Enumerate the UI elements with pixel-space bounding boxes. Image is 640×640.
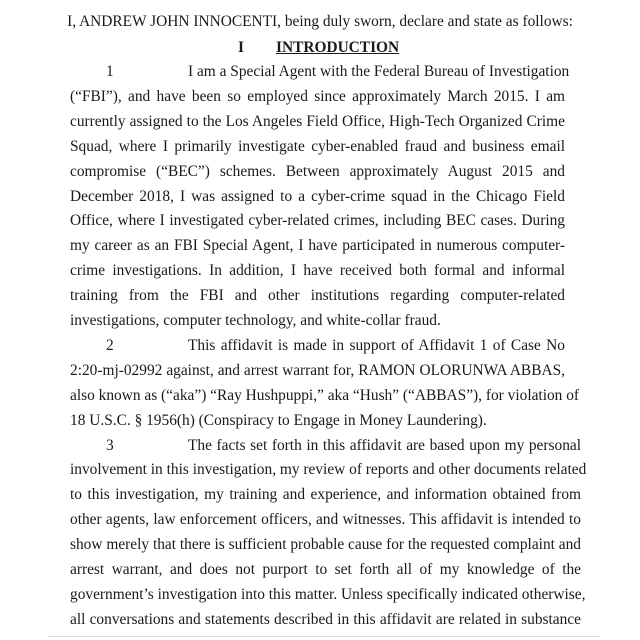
paragraph-number: 1 bbox=[106, 63, 114, 80]
paragraph-line: my career as an FBI Special Agent, I have participated in numerous computer- bbox=[70, 237, 565, 255]
paragraph-lead-line: This affidavit is made in support of Affidavit 1 of Case No bbox=[188, 336, 565, 354]
paragraph-line: all conversations and statements described in this affidavit are related in substance bbox=[70, 610, 581, 628]
paragraph-line: compromise (“BEC”) schemes. Between approximately August 2015 and bbox=[70, 162, 565, 180]
paragraph-line: 2:20-mj-02992 against, and arrest warrant for, RAMON OLORUNWA ABBAS, bbox=[70, 361, 565, 379]
paragraph-number: 3 bbox=[106, 436, 114, 454]
paragraph-line: Office, where I investigated cyber-related crimes, including BEC cases. During bbox=[70, 212, 565, 230]
paragraph-line: other agents, law enforcement officers, and witnesses. This affidavit is intended to bbox=[70, 511, 581, 529]
paragraph-lead-line: I am a Special Agent with the Federal Bureau of Investigation bbox=[188, 63, 570, 80]
paragraph-line: crime investigations. In addition, I have received both formal and informal bbox=[70, 262, 565, 280]
paragraph-line: Squad, where I primarily investigate cyber-enabled fraud and business email bbox=[70, 137, 565, 155]
section-number: I bbox=[238, 39, 244, 56]
paragraph-line: to this investigation, my training and experience, and information obtained from bbox=[70, 486, 581, 504]
paragraph-line: training from the FBI and other institutions regarding computer-related bbox=[70, 287, 565, 305]
paragraph-line: currently assigned to the Los Angeles Field Office, High-Tech Organized Crime bbox=[70, 112, 565, 130]
paragraph-line: government’s investigation into this matter. Unless specifically indicated otherwise, bbox=[70, 585, 586, 603]
paragraph-lead-line: The facts set forth in this affidavit are based upon my personal bbox=[188, 436, 581, 454]
section-title: INTRODUCTION bbox=[276, 39, 400, 56]
declaration-intro: I, ANDREW JOHN INNOCENTI, being duly sworn, declare and state as follows: bbox=[67, 13, 573, 30]
section-heading bbox=[0, 38, 640, 58]
paragraph-line: show merely that there is sufficient probable cause for the requested complaint and bbox=[70, 536, 581, 554]
paragraph-line: 18 U.S.C. § 1956(h) (Conspiracy to Engage in Money Laundering). bbox=[70, 411, 487, 429]
paragraph-number: 2 bbox=[106, 336, 114, 354]
paragraph-line: investigations, computer technology, and white-collar fraud. bbox=[70, 312, 441, 329]
paragraph-line: also known as (“aka”) “Ray Hushpuppi,” aka “Hush” (“ABBAS”), for violation of bbox=[70, 386, 580, 404]
paragraph-line: arrest warrant, and does not purport to set forth all of my knowledge of the bbox=[70, 561, 581, 578]
page-bottom-divider bbox=[48, 636, 600, 637]
paragraph-line: December 2018, I was assigned to a cyber-crime squad in the Chicago Field bbox=[70, 187, 565, 205]
paragraph-line: involvement in this investigation, my review of reports and other documents related bbox=[70, 461, 587, 479]
paragraph-line: (“FBI”), and have been so employed since approximately March 2015. I am bbox=[70, 87, 565, 105]
